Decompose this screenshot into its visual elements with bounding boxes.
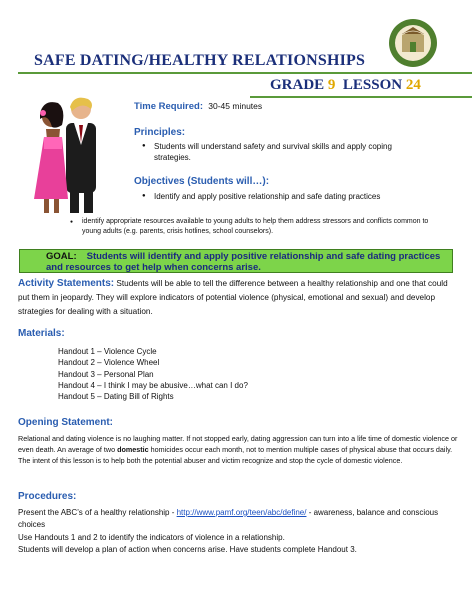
list-item: Handout 4 – I think I may be abusive…what can I do? [58,380,248,390]
list-item: Handout 3 – Personal Plan [58,369,154,379]
dating-couple-illustration-icon [22,95,110,215]
time-label: Time Required: [134,101,203,112]
opening-text-bold: domestic [117,445,149,454]
procedure-line-2: Use Handouts 1 and 2 to identify the indicators of violence in a relationship. [18,532,285,542]
list-item: Handout 1 – Violence Cycle [58,347,157,356]
goal-box [19,249,453,273]
goal-label: GOAL: [46,251,77,262]
opening-text-part-2: homicides occur each month, not to mention multiple cases of physical abuse that occurs daily. The intent of this lesson is to help both the potential abuser and victim recognize and stop the cycle of domestic violence. [18,445,453,465]
procedure-line-3: Students will develop a plan of action when concerns arise. Have students complete Handout 3. [18,544,357,554]
list-item: Handout 2 – Violence Wheel [58,358,160,368]
grade-label: GRADE [270,77,325,93]
activity-text: Students will be able to tell the difference between a healthy relationship and one that could put them in jeopardy. They will explore indicators of potential violence (physical, emotional and sexual) and develop strategies for dealing with a situation. [18,279,448,316]
list-item: ● Identify and apply positive relationship and safe dating practices [142,191,442,202]
grade-divider [250,96,472,98]
list-item: ● identify appropriate resources available to young adults to help them address stressors and conflicts common to young adults (e.g. parents, crisis hotlines, school counselors). [70,217,430,237]
list-item: Handout 5 – Dating Bill of Rights [58,392,174,402]
principles-list [142,141,422,163]
procedures-text [18,507,458,556]
title-divider [18,72,472,74]
procedure-line-1 [18,507,458,532]
abc-resource-link[interactable]: http://www.pamf.org/teen/abc/define/ [176,508,307,517]
opening-text [18,433,458,466]
list-item: ● Students will understand safety and survival skills and apply coping strategies. [142,141,422,163]
school-district-seal-icon [388,18,438,68]
opening-heading: Opening Statement: [18,417,114,428]
grade-number: 9 [327,77,336,93]
objectives-heading: Objectives (Students will…): [134,176,270,187]
lesson-title: SAFE DATING/HEALTHY RELATIONSHIPS [34,52,366,69]
objectives-list [142,191,442,202]
opening-text-part-1: Relational and dating violence is no laughing matter. If not stopped early, dating aggression can turn into a life time of domestic violence or even death. An average of two [18,434,458,454]
activity-heading: Activity Statements: [18,278,115,289]
activity-statements [18,277,458,319]
time-required [134,101,262,112]
lesson-number: 24 [405,77,421,93]
materials-heading: Materials: [18,328,65,339]
procedure-line-1-end: - awareness, balance and conscious choices [18,508,439,530]
procedure-line-1-start: Present the ABC’s of a healthy relationship - [18,508,177,517]
grade-lesson-line [270,77,421,94]
procedures-heading: Procedures: [18,491,77,502]
lesson-label: LESSON [342,77,403,93]
objectives-extra-list [70,217,430,237]
goal-text: Students will identify and apply positive relationship and safe dating practices and resources to get help when concerns arise. [46,251,441,273]
materials-list [58,346,248,402]
principles-heading: Principles: [134,127,186,138]
time-value: 30-45 minutes [208,101,263,111]
